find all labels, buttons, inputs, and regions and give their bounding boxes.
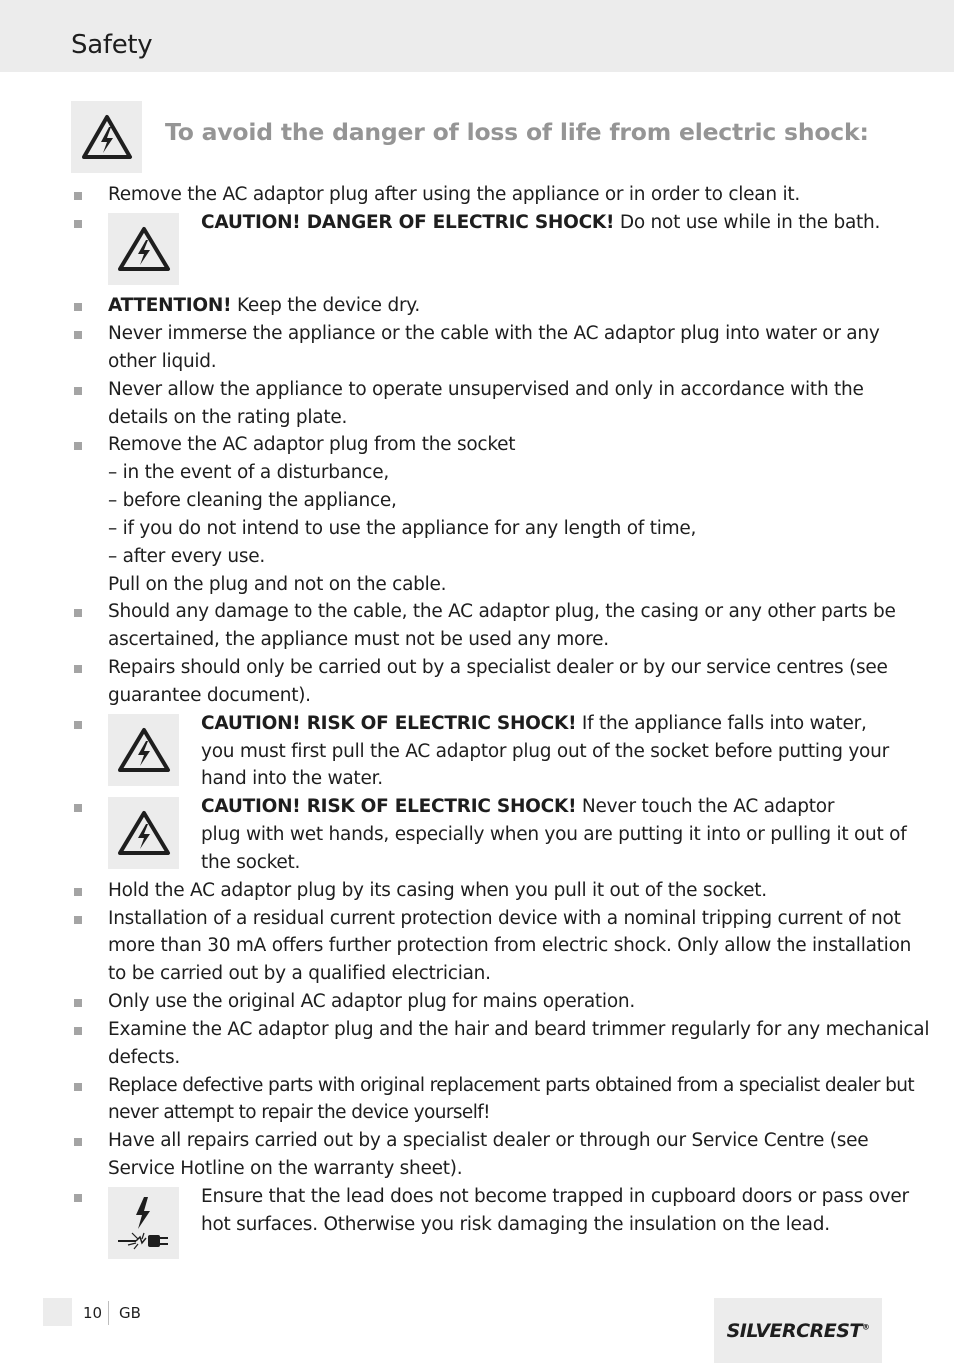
list-item xyxy=(201,209,880,237)
list-item-line: never attempt to repair the device yourself! xyxy=(108,1102,490,1123)
sub-item: – before cleaning the appliance, xyxy=(108,490,397,511)
brand-name-part1: SILVER xyxy=(726,1319,797,1342)
electric-shock-warning-icon xyxy=(108,213,179,285)
list-item-line: Installation of a residual current protection device with a nominal tripping current of not xyxy=(108,908,901,929)
list-item-line: Only use the original AC adaptor plug for mains operation. xyxy=(108,991,635,1012)
section-heading: To avoid the danger of loss of life from electric shock: xyxy=(165,118,869,146)
list-item-line: hot surfaces. Otherwise you risk damaging the insulation on the lead. xyxy=(201,1214,830,1235)
list-item-line: Pull on the plug and not on the cable. xyxy=(108,574,447,595)
list-item-line: Have all repairs carried out by a specialist dealer or through our Service Centre (see xyxy=(108,1130,869,1151)
language-code: GB xyxy=(119,1304,141,1322)
list-item-line: Should any damage to the cable, the AC adaptor plug, the casing or any other parts be xyxy=(108,601,896,622)
caution-text: Never touch the AC adaptor xyxy=(576,796,835,817)
caution-label: CAUTION! DANGER OF ELECTRIC SHOCK! xyxy=(201,212,615,233)
bullet-marker xyxy=(74,192,82,200)
caution-text: Do not use while in the bath. xyxy=(614,212,881,233)
bullet-marker xyxy=(74,804,82,812)
list-item-line: more than 30 mA offers further protection from electric shock. Only allow the installation xyxy=(108,935,912,956)
bullet-marker xyxy=(74,1138,82,1146)
list-item-line xyxy=(201,710,867,738)
bullet-marker xyxy=(74,442,82,450)
electric-shock-warning-icon xyxy=(71,101,142,173)
bullet-marker xyxy=(74,665,82,673)
footer-divider xyxy=(108,1301,109,1325)
bullet-marker xyxy=(74,1083,82,1091)
bullet-marker xyxy=(74,916,82,924)
list-item-line: guarantee document). xyxy=(108,685,311,706)
bullet-marker xyxy=(74,609,82,617)
list-item xyxy=(108,292,420,320)
sub-item: – if you do not intend to use the appliance for any length of time, xyxy=(108,518,697,539)
bullet-marker xyxy=(74,387,82,395)
caution-label: CAUTION! RISK OF ELECTRIC SHOCK! xyxy=(201,713,577,734)
list-item-line: Hold the AC adaptor plug by its casing when you pull it out of the socket. xyxy=(108,880,767,901)
bullet-marker xyxy=(74,1027,82,1035)
bullet-marker xyxy=(74,220,82,228)
footer-marker xyxy=(43,1298,72,1326)
brand-name-part2: CREST xyxy=(796,1319,862,1342)
list-item-line: plug with wet hands, especially when you are putting it into or pulling it out of xyxy=(201,824,907,845)
bullet-marker xyxy=(74,303,82,311)
caution-text: If the appliance falls into water, xyxy=(576,713,867,734)
electric-shock-warning-icon xyxy=(108,797,179,869)
bullet-marker xyxy=(74,1194,82,1202)
bullet-marker xyxy=(74,999,82,1007)
list-item-line: Never allow the appliance to operate unsupervised and only in accordance with the xyxy=(108,379,864,400)
list-item-line xyxy=(201,793,834,821)
list-item-line: hand into the water. xyxy=(201,768,383,789)
bullet-marker xyxy=(74,721,82,729)
list-item-line: Never immerse the appliance or the cable with the AC adaptor plug into water or any xyxy=(108,323,880,344)
registered-mark: ® xyxy=(861,1322,870,1332)
page-number: 10 xyxy=(83,1304,103,1322)
list-item-line: Examine the AC adaptor plug and the hair and beard trimmer regularly for any mechanical xyxy=(108,1019,930,1040)
list-item-line: you must first pull the AC adaptor plug out of the socket before putting your xyxy=(201,741,889,762)
bullet-marker xyxy=(74,331,82,339)
list-item-line: Repairs should only be carried out by a specialist dealer or by our service centres (see xyxy=(108,657,888,678)
cable-damage-icon xyxy=(108,1187,179,1259)
attention-text: Keep the device dry. xyxy=(231,295,420,316)
list-item-line: Replace defective parts with original replacement parts obtained from a specialist dealer but xyxy=(108,1075,915,1096)
list-item-line: Service Hotline on the warranty sheet). xyxy=(108,1158,463,1179)
list-item-line: Remove the AC adaptor plug from the socket xyxy=(108,434,516,455)
brand-logo xyxy=(714,1298,882,1363)
list-item-line: details on the rating plate. xyxy=(108,407,348,428)
list-item-line: defects. xyxy=(108,1047,180,1068)
page-title: Safety xyxy=(71,30,153,60)
sub-item: – in the event of a disturbance, xyxy=(108,462,389,483)
list-item: Remove the AC adaptor plug after using the appliance or in order to clean it. xyxy=(108,184,800,205)
list-item-line: to be carried out by a qualified electrician. xyxy=(108,963,491,984)
list-item-line: Ensure that the lead does not become trapped in cupboard doors or pass over xyxy=(201,1186,909,1207)
sub-item: – after every use. xyxy=(108,546,266,567)
list-item-line: the socket. xyxy=(201,852,301,873)
electric-shock-warning-icon xyxy=(108,714,179,786)
attention-label: ATTENTION! xyxy=(108,295,232,316)
caution-label: CAUTION! RISK OF ELECTRIC SHOCK! xyxy=(201,796,577,817)
list-item-line: other liquid. xyxy=(108,351,217,372)
bullet-marker xyxy=(74,888,82,896)
list-item-line: ascertained, the appliance must not be used any more. xyxy=(108,629,609,650)
